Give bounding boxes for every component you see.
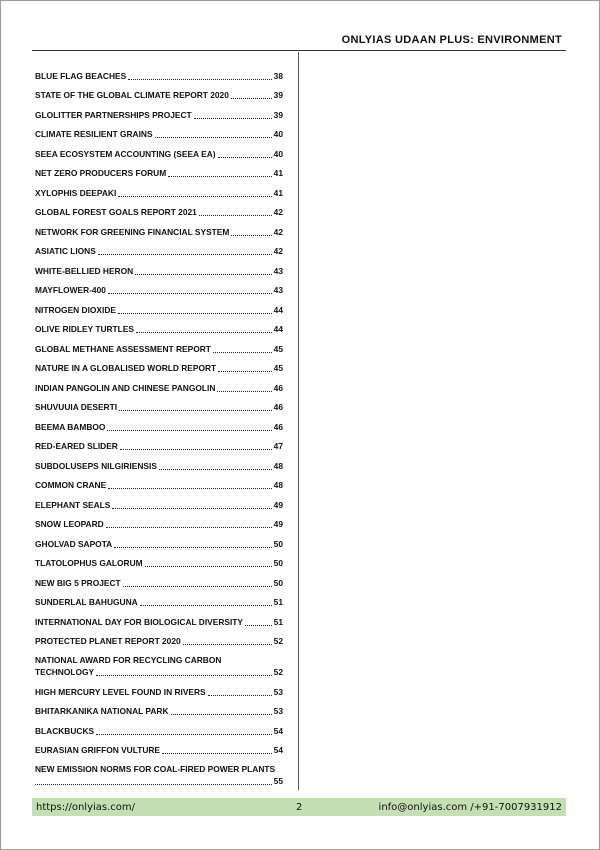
toc-entry-page: 50: [273, 577, 283, 588]
toc-leader-dots: [245, 618, 272, 626]
toc-entry-title: GLOLITTER PARTNERSHIPS PROJECT: [35, 109, 192, 120]
toc-leader-dots: [106, 520, 272, 528]
toc-entry-page: 49: [273, 519, 283, 529]
toc-entry-title: BLACKBUCKS: [35, 725, 95, 736]
toc-entry[interactable]: [35, 120, 283, 140]
toc-entry[interactable]: [35, 354, 283, 374]
toc-entry[interactable]: [35, 471, 283, 491]
toc-entry-page: 42: [273, 246, 283, 256]
toc-leader-dots: [159, 462, 272, 470]
toc-entry-page: 44: [273, 324, 283, 334]
toc-entry[interactable]: [35, 217, 283, 237]
footer-contact[interactable]: info@onlyias.com /+91-7007931912: [378, 801, 562, 813]
toc-leader-dots: [218, 364, 272, 372]
toc-entry-title: ELEPHANT SEALS: [35, 499, 111, 510]
toc-entry-page: 41: [273, 187, 283, 198]
toc-entry-title: HIGH MERCURY LEVEL FOUND IN RIVERS: [35, 686, 206, 697]
toc-entry-title: GLOBAL METHANE ASSESSMENT REPORT: [35, 343, 211, 354]
toc-leader-dots: [155, 130, 272, 138]
toc-entry[interactable]: [35, 716, 283, 736]
toc-entry-page: 50: [273, 538, 283, 549]
toc-leader-dots: [135, 267, 272, 275]
toc-entry-title: NATURE IN A GLOBALISED WORLD REPORT: [35, 363, 217, 373]
toc-entry[interactable]: [35, 178, 283, 198]
toc-entry-title: NITROGEN DIOXIDE: [35, 304, 116, 315]
column-divider: [298, 52, 299, 790]
toc-leader-dots: [108, 481, 271, 489]
toc-entry-title: SNOW LEOPARD: [35, 519, 104, 529]
toc-entry[interactable]: [35, 61, 283, 81]
toc-entry-title: SUBDOLUSEPS NILGIRIENSIS: [35, 460, 157, 471]
toc-entry-title: RED-EARED SLIDER: [35, 441, 118, 451]
toc-entry[interactable]: [35, 237, 283, 257]
toc-entry[interactable]: [35, 697, 283, 717]
toc-entry-title: BHITARKANIKA NATIONAL PARK: [35, 706, 169, 716]
footer-website-link[interactable]: https://onlyias.com/: [36, 801, 136, 813]
toc-leader-dots: [114, 540, 271, 548]
toc-entry[interactable]: [35, 755, 283, 786]
toc-leader-dots: [183, 637, 272, 645]
toc-entry[interactable]: [35, 334, 283, 354]
toc-leader-dots: [145, 559, 272, 567]
toc-entry-page: 54: [273, 745, 283, 755]
toc-entry-title: COMMON CRANE: [35, 480, 107, 490]
toc-entry-page: 45: [273, 363, 283, 373]
toc-entry[interactable]: [35, 256, 283, 276]
toc-entry-page: 50: [273, 558, 283, 568]
toc-leader-dots: [118, 189, 271, 197]
header-rule: [32, 50, 566, 51]
toc-entry-page: 51: [273, 616, 283, 627]
toc-entry-page: 52: [273, 667, 283, 677]
toc-entry[interactable]: [35, 373, 283, 393]
toc-entry-page: 55: [273, 776, 283, 786]
toc-entry-page: 53: [273, 706, 283, 716]
toc-entry-page: 44: [273, 304, 283, 315]
toc-entry-title: INDIAN PANGOLIN AND CHINESE PANGOLIN: [35, 382, 216, 393]
toc-entry-title: NETWORK FOR GREENING FINANCIAL SYSTEM: [35, 226, 230, 237]
toc-entry[interactable]: [35, 81, 283, 101]
toc-leader-dots: [123, 579, 272, 587]
toc-leader-dots: [140, 598, 272, 606]
toc-entry-page: 46: [273, 402, 283, 412]
toc-entry-title: NATIONAL AWARD FOR RECYCLING CARBON: [35, 655, 222, 665]
toc-entry-page: 39: [273, 90, 283, 100]
toc-leader-dots: [213, 345, 272, 353]
toc-entry-title: XYLOPHIS DEEPAKI: [35, 187, 117, 198]
toc-entry-page: 45: [273, 343, 283, 354]
toc-leader-dots: [96, 668, 272, 676]
toc-entry[interactable]: [35, 529, 283, 549]
toc-entry-page: 49: [273, 499, 283, 510]
toc-entry-page: 48: [273, 480, 283, 490]
toc-leader-dots: [120, 442, 272, 450]
toc-entry[interactable]: [35, 568, 283, 588]
footer-page-number: 2: [296, 801, 303, 813]
toc-entry[interactable]: [35, 159, 283, 179]
toc-entry-page: 46: [273, 421, 283, 432]
toc-entry-title: OLIVE RIDLEY TURTLES: [35, 324, 134, 334]
footer-band: [32, 798, 566, 816]
toc-entry-page: 53: [273, 686, 283, 697]
toc-entry[interactable]: [35, 588, 283, 608]
toc-entry-title: MAYFLOWER-400: [35, 285, 106, 295]
table-of-contents: [35, 61, 283, 786]
toc-entry-page: 42: [273, 207, 283, 217]
toc-leader-dots: [96, 727, 272, 735]
toc-entry-title: EURASIAN GRIFFON VULTURE: [35, 745, 161, 755]
toc-entry-title: CLIMATE RESILIENT GRAINS: [35, 129, 153, 139]
toc-entry[interactable]: [35, 198, 283, 218]
toc-entry-title: BLUE FLAG BEACHES: [35, 70, 127, 81]
toc-leader-dots: [231, 228, 271, 236]
toc-leader-dots: [162, 746, 272, 754]
toc-entry[interactable]: [35, 736, 283, 756]
toc-entry-page: 39: [273, 109, 283, 120]
toc-entry-title: PROTECTED PLANET REPORT 2020: [35, 636, 181, 646]
toc-leader-dots: [118, 306, 272, 314]
toc-leader-dots: [112, 501, 271, 509]
toc-entry-page: 40: [273, 148, 283, 159]
toc-entry[interactable]: [35, 315, 283, 335]
toc-entry-title: SEEA ECOSYSTEM ACCOUNTING (SEEA EA): [35, 148, 216, 159]
toc-entry-title: WHITE-BELLIED HERON: [35, 265, 134, 276]
toc-leader-dots: [128, 72, 271, 80]
toc-leader-dots: [199, 208, 272, 216]
toc-entry-page: 41: [273, 168, 283, 178]
toc-entry[interactable]: [35, 607, 283, 627]
toc-entry[interactable]: [35, 393, 283, 413]
toc-leader-dots: [108, 286, 272, 294]
toc-entry-page: 47: [273, 441, 283, 451]
toc-entry-title: NEW EMISSION NORMS FOR COAL-FIRED POWER PLANTS: [35, 764, 276, 774]
toc-entry-page: 43: [273, 285, 283, 295]
toc-entry[interactable]: [35, 646, 283, 677]
header-title: ONLYIAS UDAAN PLUS: ENVIRONMENT: [341, 34, 562, 46]
toc-leader-dots: [208, 688, 272, 696]
toc-entry-title: BEEMA BAMBOO: [35, 421, 106, 432]
toc-entry-title: GLOBAL FOREST GOALS REPORT 2021: [35, 207, 197, 217]
toc-entry[interactable]: [35, 276, 283, 296]
toc-entry-title: NEW BIG 5 PROJECT: [35, 577, 121, 588]
toc-leader-dots: [98, 247, 272, 255]
toc-entry[interactable]: [35, 451, 283, 471]
toc-entry[interactable]: [35, 295, 283, 315]
toc-entry[interactable]: [35, 510, 283, 530]
toc-entry[interactable]: [35, 432, 283, 452]
toc-entry-title: INTERNATIONAL DAY FOR BIOLOGICAL DIVERSITY: [35, 616, 243, 627]
toc-leader-dots: [218, 150, 272, 158]
toc-entry[interactable]: [35, 677, 283, 697]
toc-leader-dots: [35, 777, 272, 785]
toc-entry[interactable]: [35, 549, 283, 569]
toc-entry[interactable]: [35, 412, 283, 432]
toc-leader-dots: [168, 169, 271, 177]
toc-entry[interactable]: [35, 100, 283, 120]
toc-entry-title: SUNDERLAL BAHUGUNA: [35, 597, 138, 607]
toc-entry-title: NET ZERO PRODUCERS FORUM: [35, 168, 167, 178]
toc-entry-page: 54: [273, 725, 283, 736]
toc-entry[interactable]: [35, 627, 283, 647]
toc-entry-page: 43: [273, 265, 283, 276]
toc-leader-dots: [194, 111, 272, 119]
toc-entry-page: 48: [273, 460, 283, 471]
toc-leader-dots: [231, 91, 272, 99]
toc-entry-page: 40: [273, 129, 283, 139]
toc-entry-page: 42: [273, 226, 283, 237]
toc-entry-title-continued: TECHNOLOGY: [35, 667, 95, 677]
toc-leader-dots: [136, 325, 272, 333]
toc-entry-page: 38: [273, 70, 283, 81]
toc-entry[interactable]: [35, 490, 283, 510]
toc-entry-title: ASIATIC LIONS: [35, 246, 96, 256]
toc-entry-page: 51: [273, 597, 283, 607]
toc-entry-title: STATE OF THE GLOBAL CLIMATE REPORT 2020: [35, 90, 229, 100]
toc-entry-page: 52: [273, 636, 283, 646]
toc-leader-dots: [171, 707, 272, 715]
toc-entry-title: GHOLVAD SAPOTA: [35, 538, 113, 549]
toc-leader-dots: [119, 403, 272, 411]
toc-entry-title: TLATOLOPHUS GALORUM: [35, 558, 143, 568]
toc-entry-page: 46: [273, 382, 283, 393]
toc-entry-title: SHUVUUIA DESERTI: [35, 402, 118, 412]
toc-entry[interactable]: [35, 139, 283, 159]
toc-leader-dots: [217, 384, 271, 392]
toc-leader-dots: [107, 423, 271, 431]
